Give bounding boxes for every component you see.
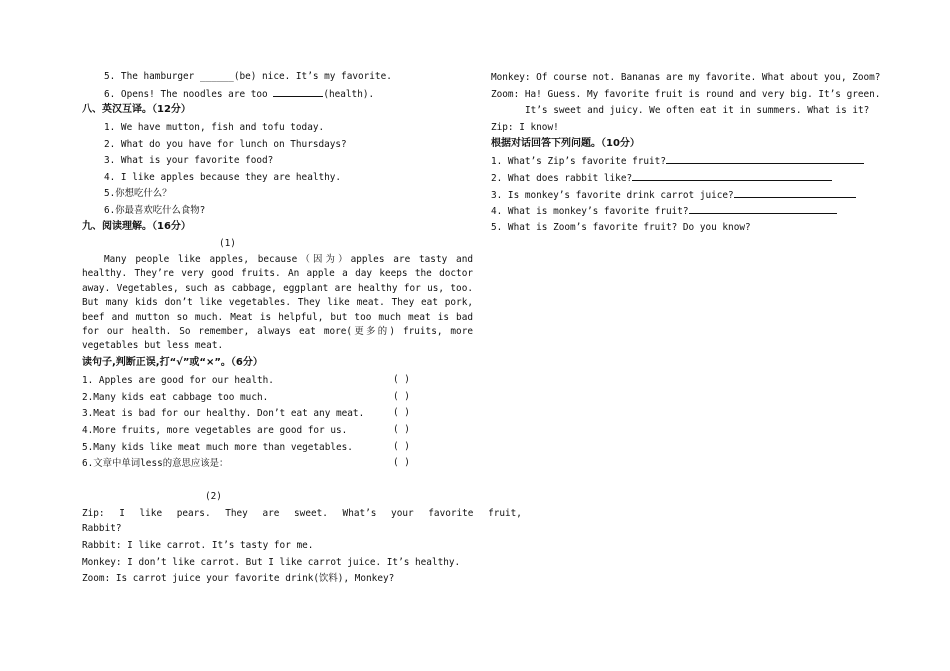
section-9-title: 九、阅读理解。（16分） <box>82 221 191 232</box>
dialog-line <box>82 507 522 520</box>
judge-answer-box[interactable]: ( ) <box>393 374 410 385</box>
judge-item: 3.Meat is bad for our healthy. Don’t eat any meat. <box>82 408 365 419</box>
question-row <box>491 154 864 168</box>
answer-blank[interactable] <box>273 87 323 97</box>
dialog-line: Zoom: Ha! Guess. My favorite fruit is round and very big. It’s green. <box>491 89 881 100</box>
question-text: 4. What is monkey’s favorite fruit? <box>491 206 689 217</box>
question-row: 5. What is Zoom’s favorite fruit? Do you know? <box>491 222 751 233</box>
question-6 <box>104 87 374 101</box>
reading-passage: Many people like apples, because（因为）apples are tasty and healthy. They’re very good fruits. An apple a day keeps the doctor away. Vegetables, such as cabbage, eggplant are healthy for us, too. But many kids don’t like vegetables. They like meat. They eat pork, beef and mutton so much. Meat is helpful, but too much meat is bad for our health. So remember, always eat more(更多的) fruits, more vegetables but less meat. <box>82 254 473 352</box>
judge-answer-box[interactable]: ( ) <box>393 391 410 402</box>
judge-answer-box[interactable]: ( ) <box>393 457 410 468</box>
translate-item: 2. What do you have for lunch on Thursdays? <box>104 139 347 150</box>
question-text: 1. What’s Zip’s favorite fruit? <box>491 156 666 167</box>
dialog-line: Monkey: Of course not. Bananas are my favorite. What about you, Zoom? <box>491 72 881 83</box>
question-text: 2. What does rabbit like? <box>491 173 633 184</box>
answer-section-title: 根据对话回答下列问题。（10分） <box>491 138 640 149</box>
question-text: 3. Is monkey’s favorite drink carrot juice? <box>491 190 734 201</box>
judge-item: 6.文章中单词less的意思应该是： <box>82 458 229 469</box>
answer-blank[interactable] <box>632 171 832 181</box>
dialog-line: Monkey: I don’t like carrot. But I like carrot juice. It’s healthy. <box>82 557 461 568</box>
question-6-suffix: (health). <box>323 89 375 100</box>
dialog-line: It’s sweet and juicy. We often eat it in summers. What is it? <box>525 105 870 116</box>
section-8-title: 八、英汉互译。（12分） <box>82 104 191 115</box>
dialog-line: Zip: I know! <box>491 122 559 133</box>
answer-blank[interactable] <box>734 188 856 198</box>
translate-item: 3. What is your favorite food? <box>104 155 274 166</box>
question-row <box>491 188 856 202</box>
question-6-text: 6. Opens! The noodles are too <box>104 89 274 100</box>
judge-answer-box[interactable]: ( ) <box>393 441 410 452</box>
judge-item: 5.Many kids like meat much more than vegetables. <box>82 442 353 453</box>
translate-item: 6.你最喜欢吃什么食物? <box>104 205 206 216</box>
dialog-text: Zip: I like pears. They are sweet. What’s your favorite fruit, <box>82 508 522 519</box>
question-row <box>491 171 832 185</box>
translate-item: 1. We have mutton, fish and tofu today. <box>104 122 325 133</box>
judge-item: 2.Many kids eat cabbage too much. <box>82 392 269 403</box>
judge-item: 4.More fruits, more vegetables are good for us. <box>82 425 348 436</box>
question-5: 5. The hamburger ______(be) nice. It’s my favorite. <box>104 71 392 82</box>
part-2-label: (2) <box>205 491 222 502</box>
judge-item: 1. Apples are good for our health. <box>82 375 274 386</box>
dialog-line: Rabbit: I like carrot. It’s tasty for me. <box>82 540 314 551</box>
judge-title: 读句子,判断正误,打“√”或“×”。（6分） <box>82 357 263 368</box>
part-1-label: (1) <box>219 238 236 249</box>
dialog-line: Zoom: Is carrot juice your favorite drink(饮料), Monkey? <box>82 573 395 584</box>
answer-blank[interactable] <box>689 204 837 214</box>
dialog-line: Rabbit? <box>82 523 122 534</box>
judge-answer-box[interactable]: ( ) <box>393 424 410 435</box>
answer-blank[interactable] <box>666 154 864 164</box>
translate-item: 5.你想吃什么？ <box>104 188 172 199</box>
translate-item: 4. I like apples because they are healthy. <box>104 172 342 183</box>
judge-answer-box[interactable]: ( ) <box>393 407 410 418</box>
question-row <box>491 204 837 218</box>
